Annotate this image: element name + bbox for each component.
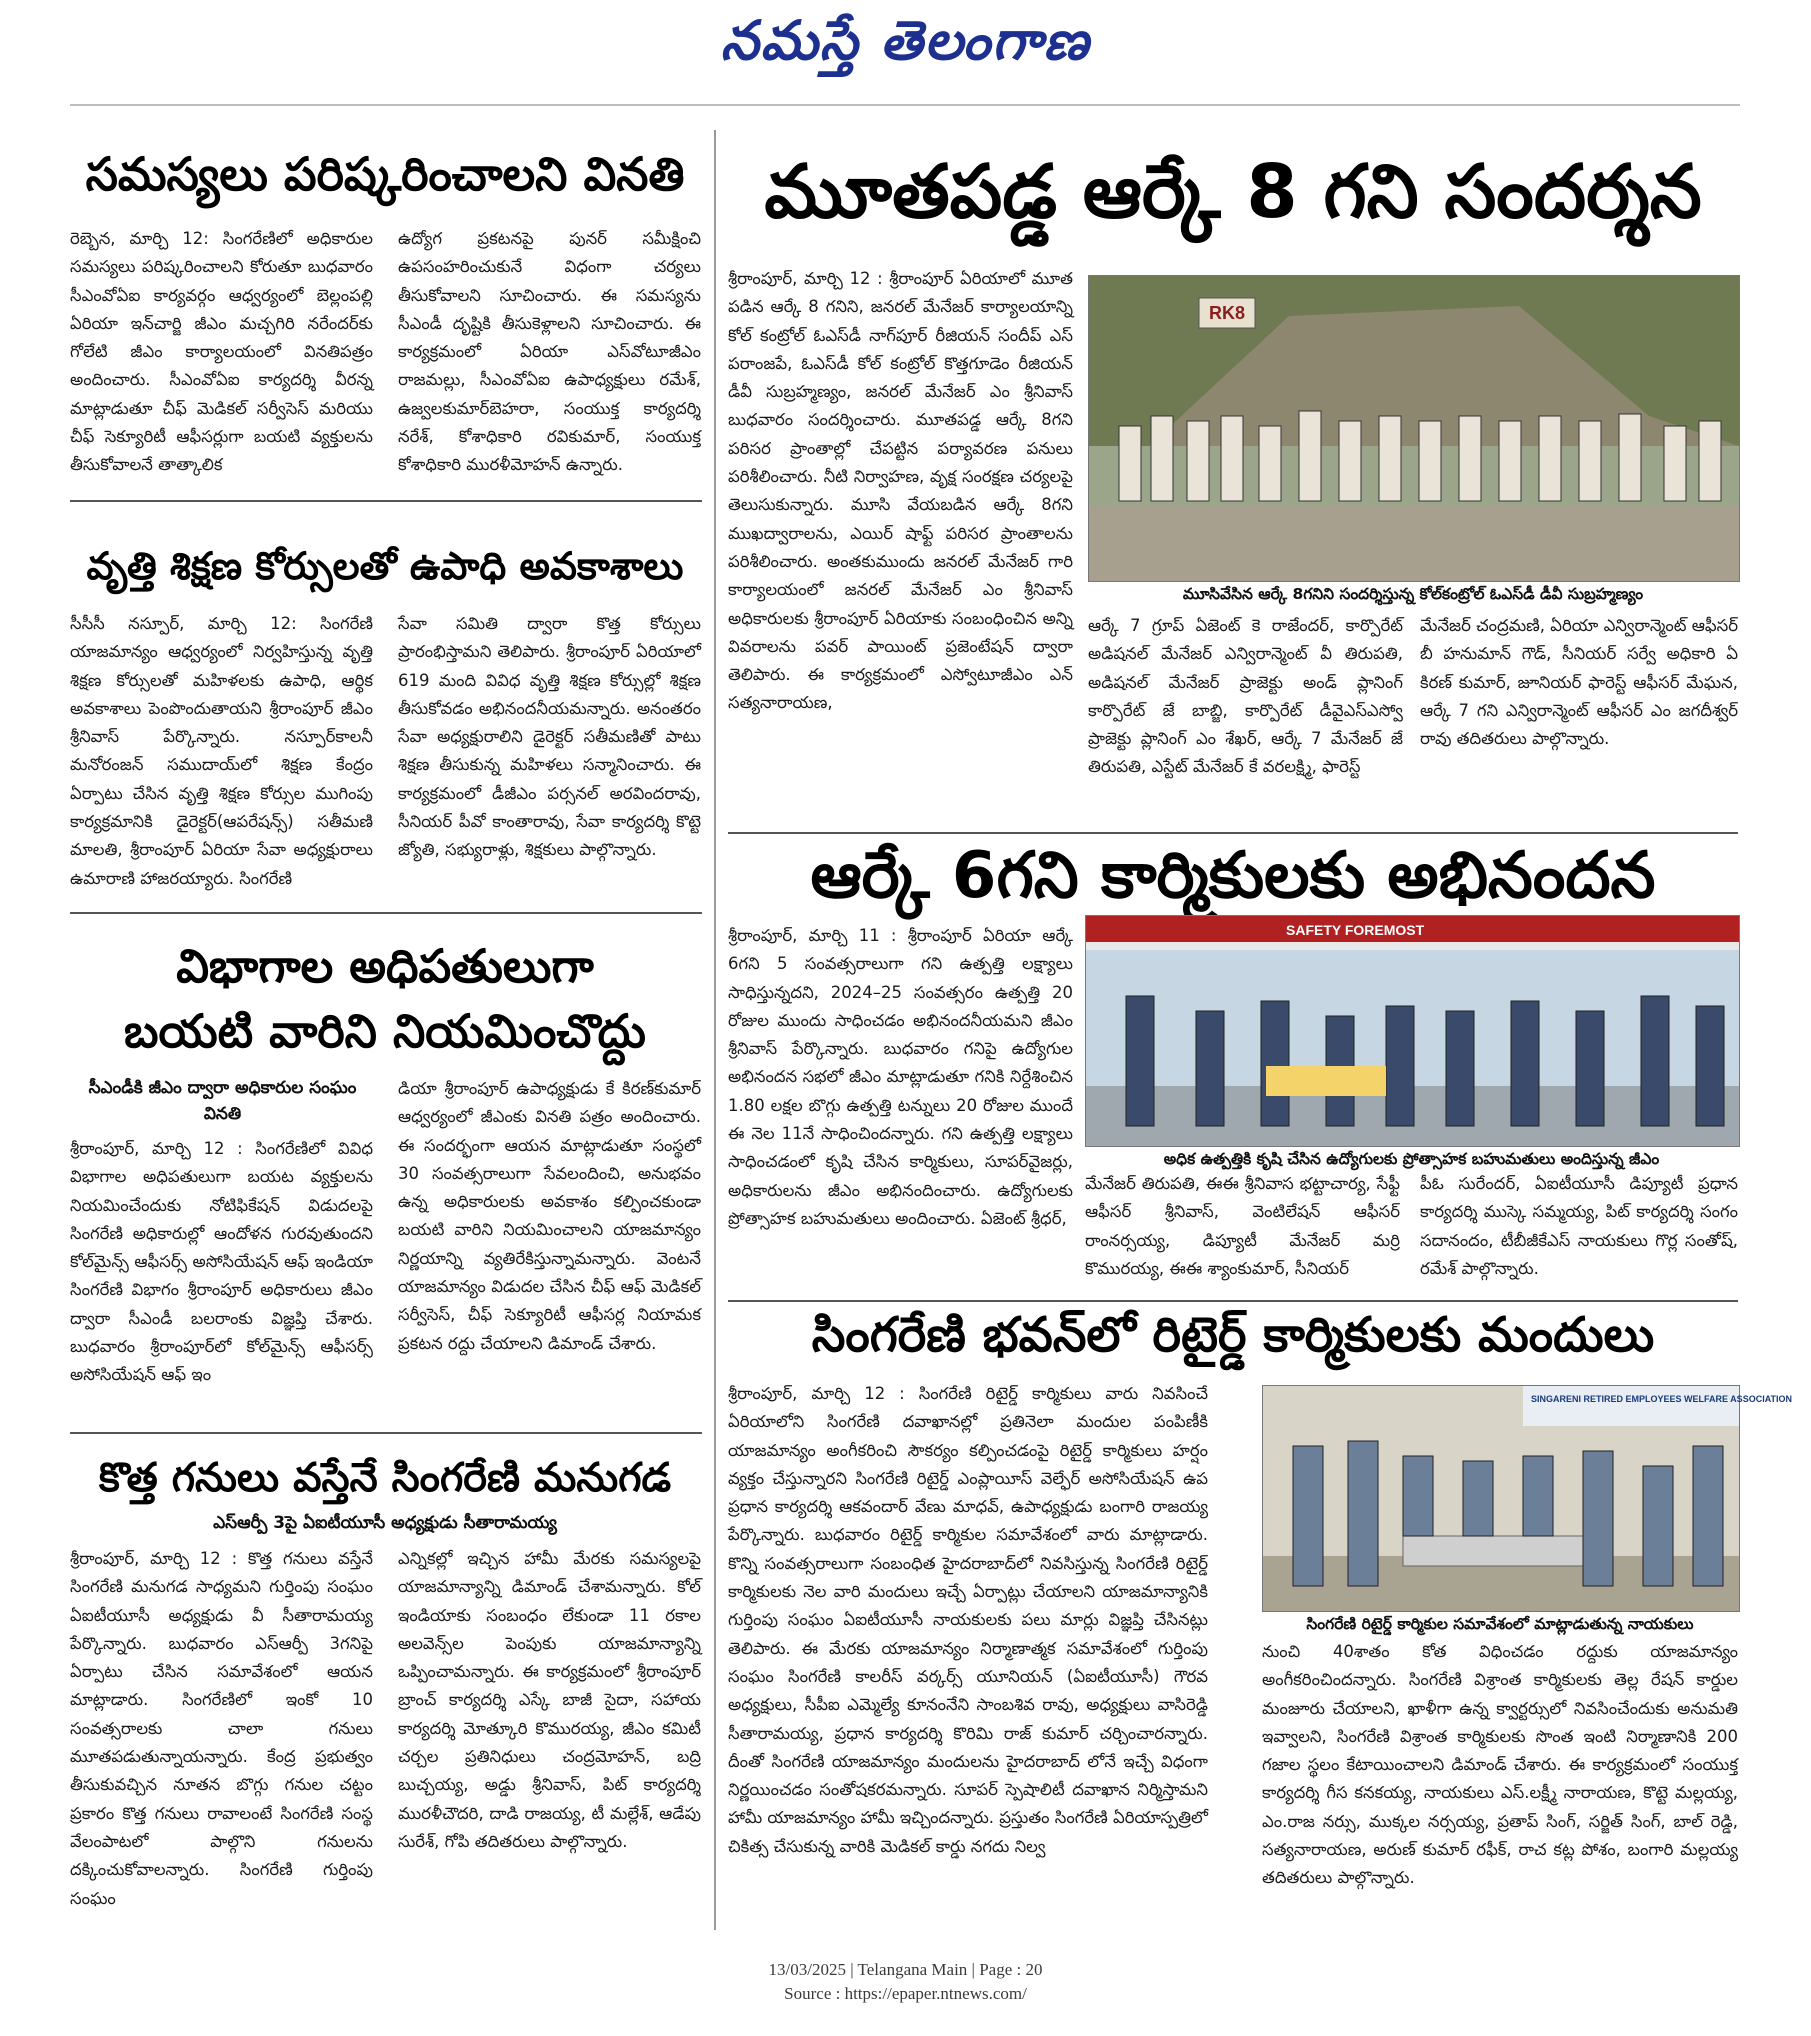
footer-source-line: Source : https://epaper.ntnews.com/ [784, 1984, 1027, 2003]
article-subhead: ఎస్‌ఆర్పీ 3పై ఏఐటీయూసీ అధ్యక్షుడు సీతారామయ్య [213, 1513, 557, 1533]
section-divider [70, 500, 702, 502]
article-headline: ఆర్కే 6గని కార్మికులకు అభినందన [810, 839, 1656, 913]
article-headline: విభాగాల అధిపతులుగా [176, 939, 594, 993]
article-column: డియా శ్రీరాంపూర్ ఉపాధ్యక్షుడు కే కిరణ్‌కుమార్ ఆధ్వర్యంలో జీఎంకు వినతి పత్రం అందించారు. ఈ సందర్భంగా ఆయన మాట్లాడుతూ సంస్థలో 30 సంవత్సరాలుగా సేవలందించి, అనుభవం ఉన్న అధికారులకు అవకాశం కల్పించకుండా బయటి వారిని నియమించాలని యాజమాన్యం నిర్ణయాన్ని వ్యతిరేకిస్తున్నామన్నారు. వెంటనే యాజమాన్యం విడుదల చేసిన చీఫ్ ఆఫ్ మెడికల్ సర్వీసెస్, చీఫ్ సెక్యూరిటీ ఆఫీసర్ల నియామక ప్రకటన రద్దు చేయాలని డిమాండ్ చేశారు. [398, 1079, 701, 1353]
footer-date-line: 13/03/2025 | Telangana Main | Page : 20 [768, 1960, 1043, 1979]
photo-caption: మూసివేసిన ఆర్కే 8గనిని సందర్శిస్తున్న కోల్‌కంట్రోల్ ఓఎస్‌డీ డీవీ సుబ్రహ్మణ్యం [1182, 585, 1644, 603]
award-photo [1085, 915, 1740, 1147]
article-column: ఆర్కే 7 గ్రూప్ ఏజెంట్ కె రాజేందర్, కార్పొరేట్ అడిషనల్ మేనేజర్ ఎన్విరాన్మెంట్ వీ తిరుపతి, అడిషనల్ మేనేజర్ ప్రాజెక్టు అండ్ ప్లానింగ్ కార్పొరేట్ జే బాబ్జి, కార్పొరేట్ డీవైఎస్ఎస్వో ప్రాజెక్టు ప్లానింగ్ ఎం శేఖర్, ఆర్కే 7 మేనేజర్ జే తిరుపతి, ఎస్టేట్ మేనేజర్ కే వరలక్ష్మి, ఫారెస్ట్ [1088, 616, 1403, 777]
article-column: శ్రీరాంపూర్, మార్చి 11 : శ్రీరాంపూర్ ఏరియా ఆర్కే 6గని 5 సంవత్సరాలుగా గని ఉత్పత్తి లక్ష్యాలు సాధిస్తున్నదని, 2024–25 సంవత్సరం ఉత్పత్తి 20 రోజుల ముందు సాధించడం అభినందనీయమని జీఎం శ్రీనివాస్ పేర్కొన్నారు. బుధవారం గనిపై ఉద్యోగుల అభినందన సభలో జీఎం మాట్లాడుతూ గనికి నిర్దేశించిన 1.80 లక్షల బొగ్గు ఉత్పత్తి టన్నులు 20 రోజుల ముందే ఈ నెల 11నే సాధించిందన్నారు. గని ఉత్పత్తి లక్ష్యాలు సాధించడంలో కృషి చేసిన కార్మికులు, సూపర్‌వైజర్లు, అధికారులను జీఎం అభినందించారు. ఉద్యోగులకు ప్రోత్సాహక బహుమతులు అందించారు. ఏజెంట్ శ్రీధర్, [728, 926, 1073, 1228]
article-column: మేనేజర్ తిరుపతి, ఈఈ శ్రీనివాస భట్టాచార్య, సేఫ్టీ ఆఫీసర్ శ్రీనివాస్, వెంటిలేషన్ ఆఫీసర్ రాంనర్సయ్య, డిప్యూటీ మేనేజర్ మర్రి కొమురయ్య, ఈఈ శ్యాంకుమార్, సీనియర్ [1085, 1174, 1400, 1278]
masthead [0, 0, 1811, 92]
article-column: శ్రీరాంపూర్, మార్చి 12 : సింగరేణిలో వివిధ విభాగాల అధిపతులుగా బయట వ్యక్తులను నియమించేందుకు నోటిఫికేషన్ విడుదలపై సింగరేణి అధికారుల్లో ఆందోళన గురవుతుందని కోల్‌మైన్స్ ఆఫీసర్స్ అసోసియేషన్ ఆఫ్ ఇండియా సింగరేణి విభాగం శ్రీరాంపూర్ అధికారులు జీఎం ద్వారా సీఎండీ బలరాంకు విజ్ఞప్తి చేశారు. బుధవారం శ్రీరాంపూర్‌లో కోల్‌మైన్స్ ఆఫీసర్స్ అసోసియేషన్ ఆఫ్ ఇం [70, 1139, 373, 1385]
photo-caption: అధిక ఉత్పత్తికి కృషి చేసిన ఉద్యోగులకు ప్రోత్సాహక బహుమతులు అందిస్తున్న జీఎం [1163, 1150, 1660, 1168]
article-subhead: సీఎండీకి జీఎం ద్వారా అధికారుల సంఘం వినతి [88, 1078, 357, 1124]
masthead-rule [70, 104, 1740, 106]
newspaper-title: నమస్తే తెలంగాణ [720, 8, 1091, 72]
article-column: ఉద్యోగ ప్రకటనపై పునర్ సమీక్షించి ఉపసంహరించుకునే విధంగా చర్యలు తీసుకోవాలని సూచించారు. ఈ సమస్యను సీఎండీ దృష్టికి తీసుకెళ్లాలని సూచించారు. ఈ కార్యక్రమంలో ఏరియా ఎస్‌వోటూజీఎం రాజమల్లు, సీఎంవోఏఐ ఉపాధ్యక్షులు రమేశ్, ఉజ్వలకుమార్‌బెహరా, సంయుక్త కార్యదర్శి నరేశ్, కోశాధికారి రవికుమార్, సంయుక్త కోశాధికారి మురళీమోహన్ ఉన్నారు. [398, 229, 701, 475]
photo-caption: సింగరేణి రిటైర్డ్ కార్మికుల సమావేశంలో మాట్లాడుతున్న నాయకులు [1306, 1615, 1694, 1633]
article-column: శ్రీరాంపూర్, మార్చి 12 : కొత్త గనులు వస్తేనే సింగరేణి మనుగడ సాధ్యమని గుర్తింపు సంఘం ఏఐటీయూసీ అధ్యక్షుడు వీ సీతారామయ్య పేర్కొన్నారు. బుధవారం ఎస్‌ఆర్పీ 3గనిపై ఏర్పాటు చేసిన సమావేశంలో ఆయన మాట్లాడారు. సింగరేణిలో ఇంకో 10 సంవత్సరాలకు చాలా గనులు మూతపడుతున్నాయన్నారు. కేంద్ర ప్రభుత్వం తీసుకువచ్చిన నూతన బొగ్గు గనుల చట్టం ప్రకారం కొత్త గనులు రావాలంటే సింగరేణి సంస్థ వేలంపాటలో పాల్గొని గనులను దక్కించుకోవాలన్నారు. సింగరేణి గుర్తింపు సంఘం [70, 1549, 373, 1908]
retired-meeting-photo [1262, 1385, 1793, 1612]
mine-visit-photo [1088, 275, 1740, 582]
article-headline: వృత్తి శిక్షణ కోర్సులతో ఉపాధి అవకాశాలు [86, 544, 684, 588]
article-column: సేవా సమితి ద్వారా కొత్త కోర్సులు ప్రారంభిస్తామని తెలిపారు. శ్రీరాంపూర్ ఏరియాలో 619 మంది వివిధ వృత్తి శిక్షణ కోర్సుల్లో శిక్షణ తీసుకోవడం అభినందనీయమన్నారు. అనంతరం సేవా అధ్యక్షురాలిని డైరెక్టర్ సతీమణితో పాటు శిక్షణ తీసుకున్న మహిళలు సన్మానించారు. ఈ కార్యక్రమంలో డీజీఎం పర్సనల్ అరవిందరావు, సీనియర్ పీవో కాంతారావు, సేవా కార్యదర్శి కొట్టె జ్యోతి, సభ్యురాళ్లు, శిక్షకులు పాల్గొన్నారు. [398, 614, 701, 860]
article-headline: సమస్యలు పరిష్కరించాలని వినతి [85, 147, 685, 201]
article-column: సీసీసీ నస్పూర్, మార్చి 12: సింగరేణి యాజమాన్యం ఆధ్వర్యంలో నిర్వహిస్తున్న వృత్తి శిక్షణ కోర్సులతో మహిళలకు ఉపాధి, ఆర్థిక అవకాశాలు పెంపొందుతాయని శ్రీరాంపూర్ జీఎం శ్రీనివాస్ పేర్కొన్నారు. నస్పూర్‌కాలనీ మనోరంజన్ సముదాయ్‌లో శిక్షణ కేంద్రం ఏర్పాటు చేసిన వృత్తి శిక్షణ కోర్సుల ముగింపు కార్యక్రమానికి డైరెక్టర్(ఆపరేషన్స్) సతీమణి మాలతి, శ్రీరాంపూర్ ఏరియా సేవా అధ్యక్షురాలు ఉమారాణి హాజరయ్యారు. సింగరేణి [70, 614, 373, 888]
section-divider [70, 1432, 702, 1434]
column-divider [714, 130, 716, 1930]
photo-sign-text: RK8 [1208, 303, 1246, 323]
article-column: పీఓ సురేందర్, ఏఐటీయూసీ డిప్యూటీ ప్రధాన కార్యదర్శి ముస్కె సమ్మయ్య, పిట్ కార్యదర్శి సంగం సదానందం, టీబీజీకేఎస్ నాయకులు గొర్ల సంతోష్, రమేశ్ పాల్గొన్నారు. [1420, 1174, 1738, 1278]
article-headline: కొత్త గనులు వస్తేనే సింగరేణి మనుగడ [98, 1455, 672, 1501]
article-column: మేనేజర్ చంద్రమణి, ఏరియా ఎన్విరాన్మెంట్ ఆఫీసర్ బీ హనుమాన్ గౌడ్, సీనియర్ సర్వే అధికారి ఏ కిరణ్ కుమార్, జూనియర్ ఫారెస్ట్ ఆఫీసర్ మేఘన, ఆర్కే 7 గని ఎన్విరాన్మెంట్ ఆఫీసర్ ఎం జగదీశ్వర్ రావు తదితరులు పాల్గొన్నారు. [1420, 616, 1738, 749]
section-divider [728, 1300, 1738, 1302]
section-divider [70, 912, 702, 914]
article-headline: బయటి వారిని నియమించొద్దు [124, 1004, 646, 1058]
article-column: శ్రీరాంపూర్, మార్చి 12 : శ్రీరాంపూర్ ఏరియాలో మూత పడిన ఆర్కే 8 గనిని, జనరల్ మేనేజర్ కార్యాలయాన్ని కోల్ కంట్రోల్ ఓఎస్‌డీ నాగ్‌పూర్ రీజియన్ సందీప్ ఎస్ పరాంజపే, ఓఎస్‌డీ కోల్ కంట్రోల్ కొత్తగూడెం రీజియన్ డీవీ సుబ్రహ్మణ్యం, జనరల్ మేనేజర్ ఎం శ్రీనివాస్ బుధవారం సందర్శించారు. మూతపడ్డ ఆర్కే 8గని పరిసర ప్రాంతాల్లో చేపట్టిన పర్యావరణ పనులు పరిశీలించారు. నీటి నిర్వాహణ, వృక్ష సంరక్షణ చర్యలపై తెలుసుకున్నారు. మూసి వేయబడిన ఆర్కే 8గని ముఖద్వారాలను, ఎయిర్ షాఫ్ట్ పరిసర ప్రాంతాలను పరిశీలించారు. అంతకుముందు జనరల్ మేనేజర్ గారి కార్యాలయంలో జనరల్ మేనేజర్ ఎం శ్రీనివాస్ అధికారులకు శ్రీరాంపూర్ ఏరియాకు సంబంధించిన అన్ని వివరాలను పవర్ పాయింట్ ప్రజెంటేషన్ ద్వారా తెలిపారు. ఈ కార్యక్రమంలో ఎస్వోటూజీఎం ఎన్ సత్యనారాయణ, [728, 269, 1073, 713]
article-column: నుంచి 40శాతం కోత విధించడం రద్దుకు యాజమాన్యం అంగీకరించిందన్నారు. సింగరేణి విశ్రాంత కార్మికులకు తెల్ల రేషన్ కార్డుల మంజూరు చేయాలని, ఖాళీగా ఉన్న క్వార్టర్సులో నివసించేందుకు అనుమతి ఇవ్వాలని, సింగరేణి విశ్రాంత కార్మికులకు సొంత ఇంటి నిర్మాణానికి 200 గజాల స్థలం కేటాయించాలని డిమాండ్ చేశారు. ఈ కార్యక్రమంలో సంయుక్త కార్యదర్శి గీస కనకయ్య, నాయకులు ఎస్.లక్ష్మీ నారాయణ, కొట్టె మల్లయ్య, ఎం.రాజ నర్సు, ముక్కల నర్సయ్య, ప్రతాప్ సింగ్, సర్జిత్ సింగ్, బాల్ రెడ్డి, సత్యనారాయణ, అరుణ్ కుమార్ రఫీక్, రాచ కట్ల పోశం, బంగారి మల్లయ్య తదితరులు పాల్గొన్నారు. [1262, 1642, 1738, 1888]
article-column: రెబ్బెన, మార్చి 12: సింగరేణిలో అధికారుల సమస్యలు పరిష్కరించాలని కోరుతూ బుధవారం సీఎంవోఏఐ కార్యవర్గం ఆధ్వర్యంలో బెల్లంపల్లి ఏరియా ఇన్‌చార్జి జీఎం మచ్చగిరి నరేందర్‌కు గోలేటి జీఎం కార్యాలయంలో వినతిపత్రం అందించారు. సీఎంవోఏఐ కార్యదర్శి వీరన్న మాట్లాడుతూ చీఫ్ మెడికల్ సర్వీసెస్ మరియు చీఫ్ సెక్యూరిటీ ఆఫీసర్లుగా బయటి వ్యక్తులను తీసుకోవాలనే తాత్కాలిక [70, 229, 373, 475]
photo-banner-text: SAFETY FOREMOST [1286, 922, 1425, 938]
article-column: శ్రీరాంపూర్, మార్చి 12 : సింగరేణి రిటైర్డ్ కార్మికులు వారు నివసించే ఏరియాలోని సింగరేణి దవాఖానల్లో ప్రతినెలా మందుల పంపిణీకి యాజమాన్యం అంగీకరించి సౌకర్యం కల్పించడంపై రిటైర్డ్ కార్మికులు హర్షం వ్యక్తం చేస్తున్నారని సింగరేణి రిటైర్డ్ ఎంప్లాయీస్ వెల్ఫేర్ అసోసియేషన్ ఉప ప్రధాన కార్యదర్శి ఆకవందార్ వేణు మాధవ్, ఉపాధ్యక్షుడు బంగారి రాజయ్య పేర్కొన్నారు. బుధవారం రిటైర్డ్ కార్మికుల సమావేశంలో వారు మాట్లాడారు. కొన్ని సంవత్సరాలుగా సంబంధిత హైదరాబాద్‌లో నివసిస్తున్న సింగరేణి రిటైర్డ్ కార్మికులకు నెల వారి మందులు ఇచ్చే ఏర్పాట్లు చేయాలని యాజమాన్యానికి గుర్తింపు సంఘం ఏఐటీయూసీ నాయకులకు పలు మార్లు విజ్ఞప్తి చేసినట్లు తెలిపారు. ఈ మేరకు యాజమాన్యం నిర్మాణాత్మక సమావేశంలో గుర్తింపు సంఘం సింగరేణి కాలరీస్ వర్కర్స్ యూనియన్ (ఏఐటీయూసీ) గౌరవ అధ్యక్షులు, సీపీఐ ఎమ్మెల్యే కూనంనేని సాంబశివ రావు, అధ్యక్షులు వాసిరెడ్డి సీతారామయ్య, ప్రధాన కార్యదర్శి కొరిమి రాజ్ కుమార్ చర్చించారన్నారు. దీంతో సింగరేణి యాజమాన్యం మందులను హైదరాబాద్ లోనే ఇచ్చే విధంగా నిర్ణయించడం సంతోషకరమన్నారు. సూపర్ స్పెషాలిటీ దవాఖాన నిర్మిస్తామని హామీ యాజమాన్యం హామీ ఇచ్చిందన్నారు. ప్రస్తుతం సింగరేణి ఏరియాస్పత్రిలో చికిత్స చేసుకున్న వారికి మెడికల్ కార్డు నగదు నిల్వ [728, 1384, 1208, 1856]
article-headline: సింగరేణి భవన్‌లో రిటైర్డ్ కార్మికులకు మందులు [811, 1307, 1655, 1363]
section-divider [728, 832, 1738, 834]
article-column: ఎన్నికల్లో ఇచ్చిన హామీ మేరకు సమస్యలపై యాజమాన్యాన్ని డిమాండ్ చేశామన్నారు. కోల్ ఇండియాకు సంబంధం లేకుండా 11 రకాల అలవెన్స్‌ల పెంపుకు యాజమాన్యాన్ని ఒప్పించామన్నారు. ఈ కార్యక్రమంలో శ్రీరాంపూర్ బ్రాంచ్ కార్యదర్శి ఎస్కే బాజీ సైదా, సహాయ కార్యదర్శి మోత్కూరి కొమురయ్య, జీఎం కమిటీ చర్చల ప్రతినిధులు చంద్రమోహన్, బద్రి బుచ్చయ్య, అడ్డు శ్రీనివాస్, పిట్ కార్యదర్శి మురళీచౌదరి, దాడి రాజయ్య, టీ మల్లేశ్, ఆడేపు సురేశ్, గోపి తదితరులు పాల్గొన్నారు. [398, 1549, 701, 1851]
article-headline: మూతపడ్డ ఆర్కే 8 గని సందర్శన [764, 149, 1702, 235]
photo-banner-text: SINGARENI RETIRED EMPLOYEES WELFARE ASSOCIATION [1531, 1394, 1793, 1404]
